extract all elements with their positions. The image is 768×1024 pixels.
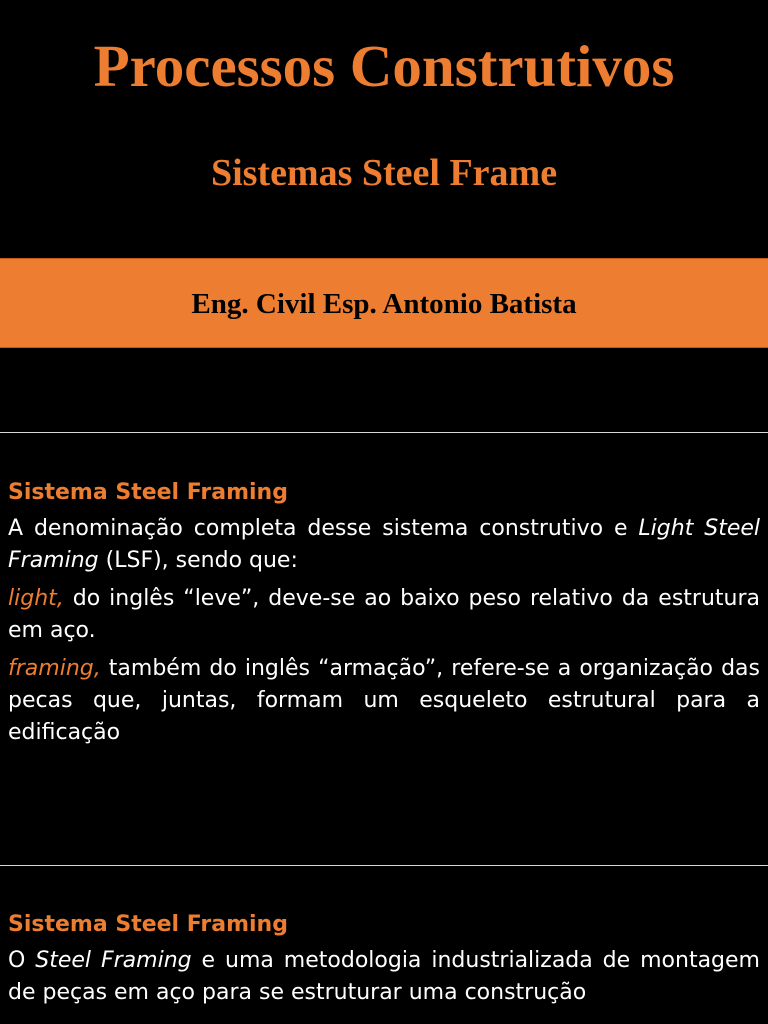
paragraph-text: (LSF), sendo que: [98, 548, 298, 573]
paragraph-text: e uma metodologia industrializada de montagem de peças em aço para se estruturar uma construção [8, 948, 760, 1005]
presentation-subtitle: Sistemas Steel Frame [210, 152, 558, 194]
slide-body [8, 909, 760, 1015]
author-banner [0, 258, 768, 348]
slide-heading: Sistema Steel Framing [8, 480, 288, 505]
paragraph-light [8, 583, 760, 647]
paragraph-definition [8, 513, 760, 577]
paragraph-methodology [8, 945, 760, 1009]
content-slide-1 [0, 433, 768, 865]
author-name: Eng. Civil Esp. Antonio Batista [191, 288, 577, 320]
content-slide-2 [0, 866, 768, 1024]
term-light: light, [8, 586, 64, 611]
paragraph-text: do inglês “leve”, deve-se ao baixo peso relativo da estrutura em aço. [8, 586, 760, 643]
paragraph-text: também do inglês “armação”, refere-se a organização das pecas que, juntas, formam um esqueleto estrutural para a edificação [8, 656, 760, 745]
slide-heading: Sistema Steel Framing [8, 912, 288, 937]
term-italic: Steel Framing [35, 948, 192, 973]
presentation-title: Processos Construtivos [93, 33, 675, 99]
paragraph-text: A denominação completa desse sistema construtivo e [8, 516, 639, 541]
title-slide [0, 0, 768, 432]
term-framing: framing, [8, 656, 101, 681]
paragraph-framing [8, 653, 760, 749]
slide-body [8, 477, 760, 755]
term-italic: Light Steel Framing [8, 516, 761, 573]
paragraph-text: O [8, 948, 36, 973]
